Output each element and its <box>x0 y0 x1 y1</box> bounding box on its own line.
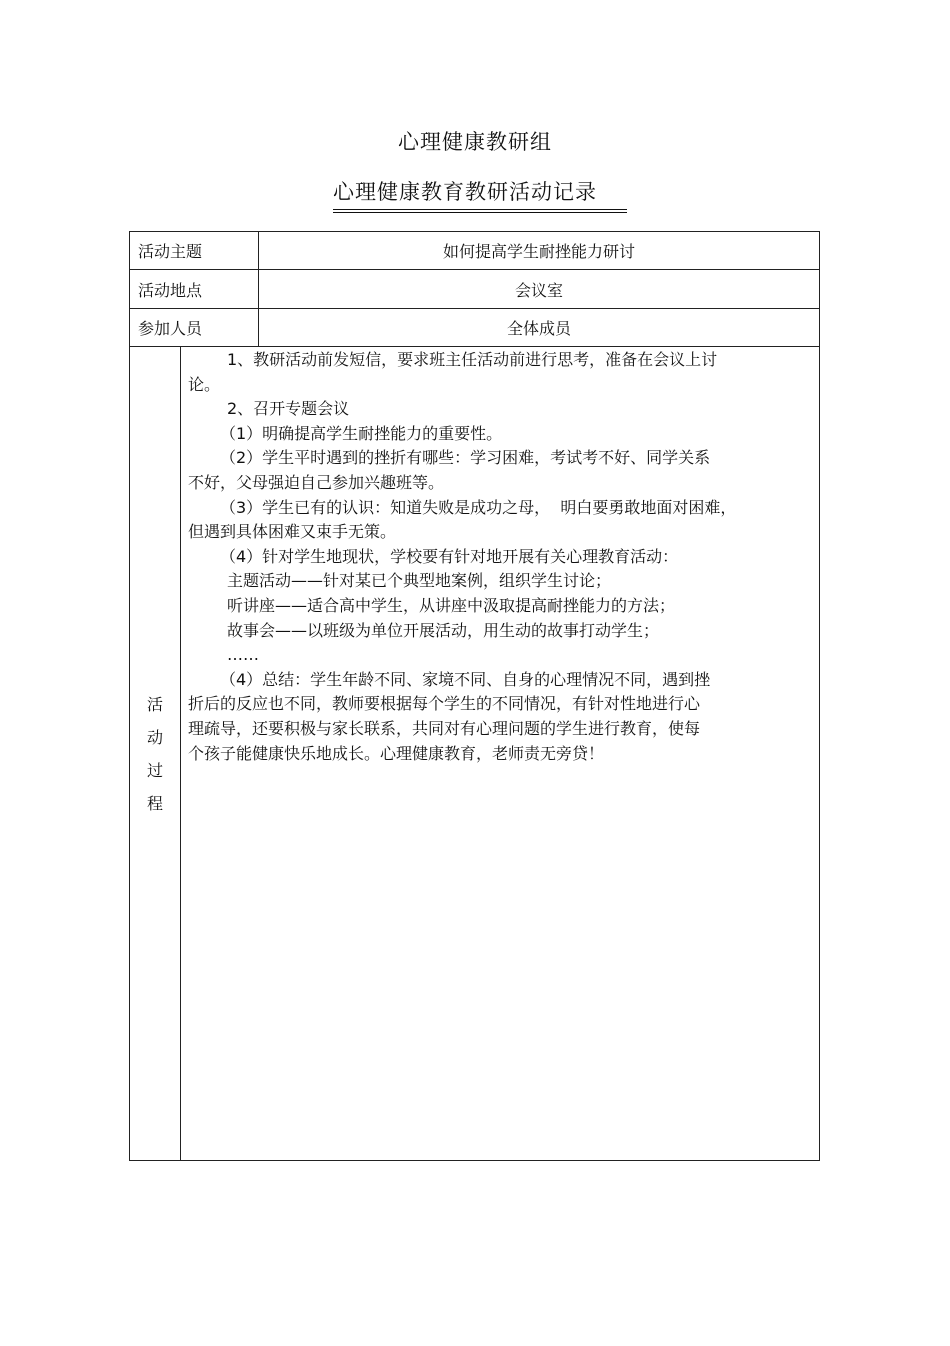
process-line: 听讲座——适合高中学生，从讲座中汲取提高耐挫能力的方法； <box>227 595 676 615</box>
location-label: 活动地点 <box>130 270 259 309</box>
process-line: （2）学生平时遇到的挫折有哪些：学习困难，考试考不好、同学关系 <box>220 448 711 468</box>
participants-label: 参加人员 <box>130 309 259 347</box>
process-line: …… <box>227 645 259 665</box>
process-line: （4）针对学生地现状，学校要有针对地开展有关心理教育活动： <box>220 546 679 566</box>
process-line: 理疏导，还要积极与家长联系，共同对有心理问题的学生进行教育，使每 <box>188 718 701 738</box>
org-title: 心理健康教研组 <box>398 130 552 154</box>
process-line: （3）学生已有的认识：知道失败是成功之母， 明白要勇敢地面对困难， <box>220 497 737 517</box>
record-table <box>129 231 820 1161</box>
process-content <box>181 347 820 1161</box>
participants-row <box>130 309 820 347</box>
process-label-char: 过 <box>146 760 163 780</box>
process-line: 不好，父母强迫自己参加兴趣班等。 <box>188 472 445 492</box>
location-row <box>130 270 820 309</box>
process-line: 故事会——以班级为单位开展活动，用生动的故事打动学生； <box>227 620 660 640</box>
location-value: 会议室 <box>259 270 820 309</box>
process-line: 主题活动——针对某已个典型地案例，组织学生讨论； <box>227 571 612 591</box>
process-label-char: 活 <box>146 694 163 714</box>
process-label-char: 动 <box>146 727 163 747</box>
topic-row <box>130 232 820 270</box>
process-line: （4）总结：学生年龄不同、家境不同、自身的心理情况不同，遇到挫 <box>220 669 711 689</box>
process-label <box>130 347 181 1161</box>
process-line: 1、教研活动前发短信，要求班主任活动前进行思考，准备在会议上讨 <box>227 350 718 369</box>
process-row <box>130 347 820 1161</box>
process-line: 个孩子能健康快乐地成长。心理健康教育，老师责无旁贷！ <box>188 743 605 763</box>
process-line: 但遇到具体困难又束手无策。 <box>188 522 397 542</box>
record-title-wrap <box>0 176 950 213</box>
record-title: 心理健康教育教研活动记录 <box>333 176 627 213</box>
process-line: （1）明确提高学生耐挫能力的重要性。 <box>220 423 503 443</box>
process-line: 论。 <box>188 374 221 394</box>
topic-label: 活动主题 <box>130 232 259 270</box>
process-line: 2、召开专题会议 <box>227 399 350 419</box>
process-line: 折后的反应也不同，教师要根据每个学生的不同情况，有针对性地进行心 <box>188 694 701 714</box>
participants-value: 全体成员 <box>259 309 820 347</box>
process-label-char: 程 <box>146 793 163 813</box>
process-text <box>181 347 808 766</box>
topic-value: 如何提高学生耐挫能力研讨 <box>259 232 820 270</box>
